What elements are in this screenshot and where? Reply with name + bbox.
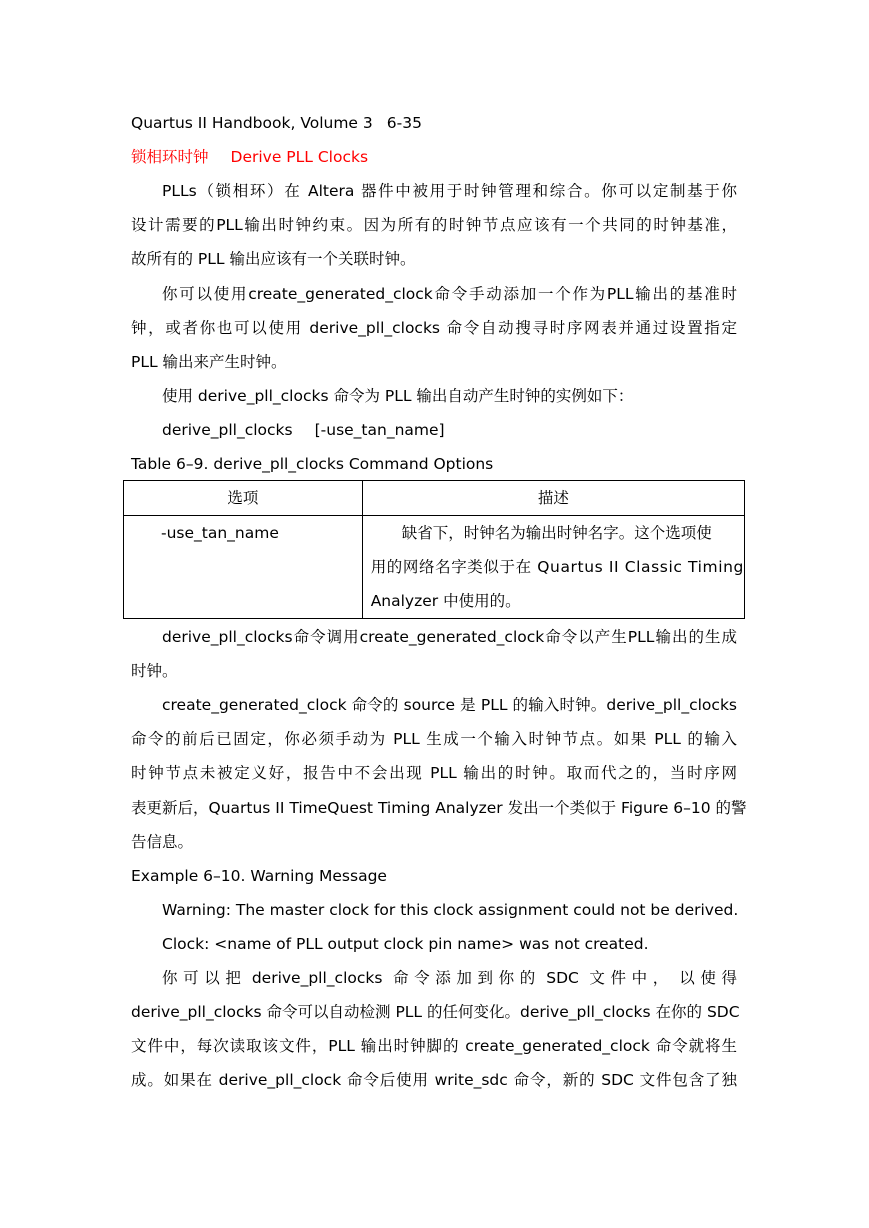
header-cell-option: 选项 [124, 481, 363, 516]
option-cell: -use_tan_name [124, 516, 363, 619]
para2-line: 你可以使用create_generated_clock命令手动添加一个作为PLL输出的基准时 [162, 285, 737, 303]
para5-line: create_generated_clock 命令的 source 是 PLL 的输入时钟。derive_pll_clocks [162, 696, 737, 714]
para4-line: derive_pll_clocks命令调用create_generated_clock命令以产生PLL输出的生成 [162, 628, 737, 646]
header-page-number: 6-35 [386, 114, 422, 132]
para6-line: derive_pll_clocks 命令可以自动检测 PLL 的任何变化。derive_pll_clocks 在你的 SDC [131, 1003, 740, 1021]
para1-line: PLLs（锁相环）在 Altera 器件中被用于时钟管理和综合。你可以定制基于你 [162, 182, 737, 200]
header-cell-description: 描述 [362, 481, 744, 516]
table-header-row [124, 481, 745, 516]
para5-line: 表更新后，Quartus II TimeQuest Timing Analyzer 发出一个类似于 Figure 6–10 的警 [131, 799, 747, 817]
para4-line: 时钟。 [131, 662, 178, 680]
table-caption: Table 6–9. derive_pll_clocks Command Options [131, 455, 494, 473]
section-title-en: Derive PLL Clocks [230, 148, 369, 166]
header-book-title: Quartus II Handbook, Volume 3 [131, 114, 373, 132]
section-heading [131, 146, 737, 168]
para3-line: 使用 derive_pll_clocks 命令为 PLL 输出自动产生时钟的实例如下： [162, 387, 634, 405]
section-title-cn: 锁相环时钟 [131, 148, 209, 166]
example-caption: Example 6–10. Warning Message [131, 867, 387, 885]
para1-line: 设计需要的PLL输出时钟约束。因为所有的时钟节点应该有一个共同的时钟基准， [131, 216, 737, 234]
options-table [123, 480, 745, 619]
syntax-command: derive_pll_clocks [162, 421, 293, 439]
description-cell [362, 516, 744, 619]
para5-line: 命令的前后已固定，你必须手动为 PLL 生成一个输入时钟节点。如果 PLL 的输入 [131, 730, 737, 748]
para5-line: 时钟节点未被定义好，报告中不会出现 PLL 输出的时钟。取而代之的，当时序网 [131, 764, 737, 782]
description-line: 用的网络名字类似于在 Quartus II Classic Timing [370, 558, 744, 576]
description-line: 缺省下，时钟名为输出时钟名字。这个选项使 [401, 524, 712, 542]
para6-line: 你 可 以 把 derive_pll_clocks 命 令 添 加 到 你 的 SDC 文 件 中 ， 以 使 得 [162, 969, 737, 987]
page-header [131, 112, 737, 134]
para6-line: 成。如果在 derive_pll_clock 命令后使用 write_sdc 命令，新的 SDC 文件包含了独 [131, 1071, 737, 1089]
example-line: Warning: The master clock for this clock assignment could not be derived. [162, 901, 739, 919]
para2-line: PLL 输出来产生时钟。 [131, 353, 287, 371]
syntax-line [162, 419, 737, 441]
para5-line: 告信息。 [131, 833, 194, 851]
table-row [124, 516, 745, 619]
para2-line: 钟，或者你也可以使用 derive_pll_clocks 命令自动搜寻时序网表并通过设置指定 [131, 319, 737, 337]
para1-line: 故所有的 PLL 输出应该有一个关联时钟。 [131, 250, 416, 268]
example-line: Clock: <name of PLL output clock pin name> was not created. [162, 935, 649, 953]
syntax-option: [-use_tan_name] [314, 421, 445, 439]
description-line: Analyzer 中使用的。 [370, 592, 521, 610]
para6-line: 文件中，每次读取该文件，PLL 输出时钟脚的 create_generated_clock 命令就将生 [131, 1037, 737, 1055]
